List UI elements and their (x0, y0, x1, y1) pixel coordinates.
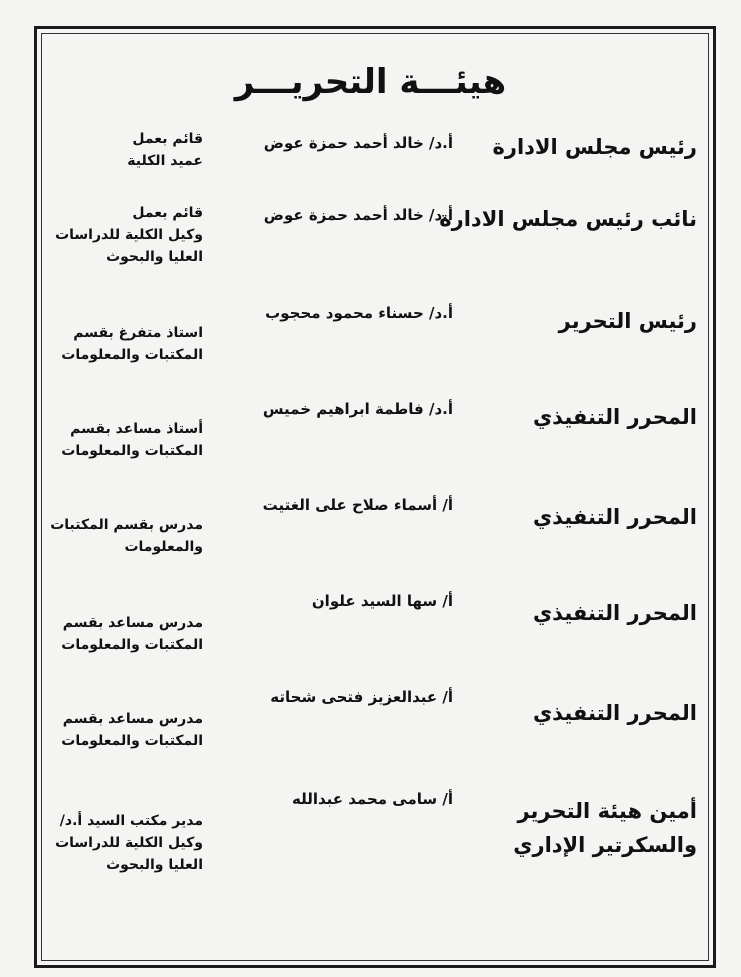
member-name: أ.د/ فاطمة ابراهيم خميس (262, 400, 453, 418)
page-title: هيئـــة التحريـــر (234, 62, 507, 102)
member-role: نائب رئيس مجلس الادارة (439, 207, 697, 231)
member-name: أ/ سها السيد علوان (311, 592, 453, 610)
member-position: قائم بعمل عميد الكلية (127, 131, 203, 169)
member-position: مدرس مساعد بقسم المكتبات والمعلومات (61, 615, 203, 653)
member-name: أ/ سامى محمد عبدالله (292, 790, 453, 808)
member-name: أ.د/ حسناء محمود محجوب (265, 304, 453, 322)
member-name: أ.د/ خالد أحمد حمزة عوض (263, 206, 453, 224)
member-role: المحرر التنفيذي (532, 601, 697, 625)
member-position: مدرس بقسم المكتبات والمعلومات (50, 517, 203, 555)
member-role: أمين هيئة التحرير والسكرتير الإداري (513, 799, 697, 857)
member-name: أ/ أسماء صلاح على الغتيت (262, 496, 453, 514)
member-name: أ.د/ خالد أحمد حمزة عوض (263, 134, 453, 152)
member-position: قائم بعمل وكيل الكلية للدراسات العليا والبحوث (55, 205, 203, 265)
member-role: رئيس مجلس الادارة (492, 135, 697, 159)
member-position: مدرس مساعد بقسم المكتبات والمعلومات (61, 711, 203, 749)
member-role: المحرر التنفيذي (532, 405, 697, 429)
member-role: المحرر التنفيذي (532, 505, 697, 529)
member-role: المحرر التنفيذي (532, 701, 697, 725)
member-position: أستاذ مساعد بقسم المكتبات والمعلومات (61, 421, 203, 459)
member-role: رئيس التحرير (558, 309, 697, 333)
member-position: مدير مكتب السيد أ.د/ وكيل الكلية للدراسات العليا والبحوث (55, 813, 203, 873)
member-name: أ/ عبدالعزيز فتحى شحاته (270, 688, 453, 706)
member-position: استاذ متفرغ بقسم المكتبات والمعلومات (61, 325, 203, 363)
